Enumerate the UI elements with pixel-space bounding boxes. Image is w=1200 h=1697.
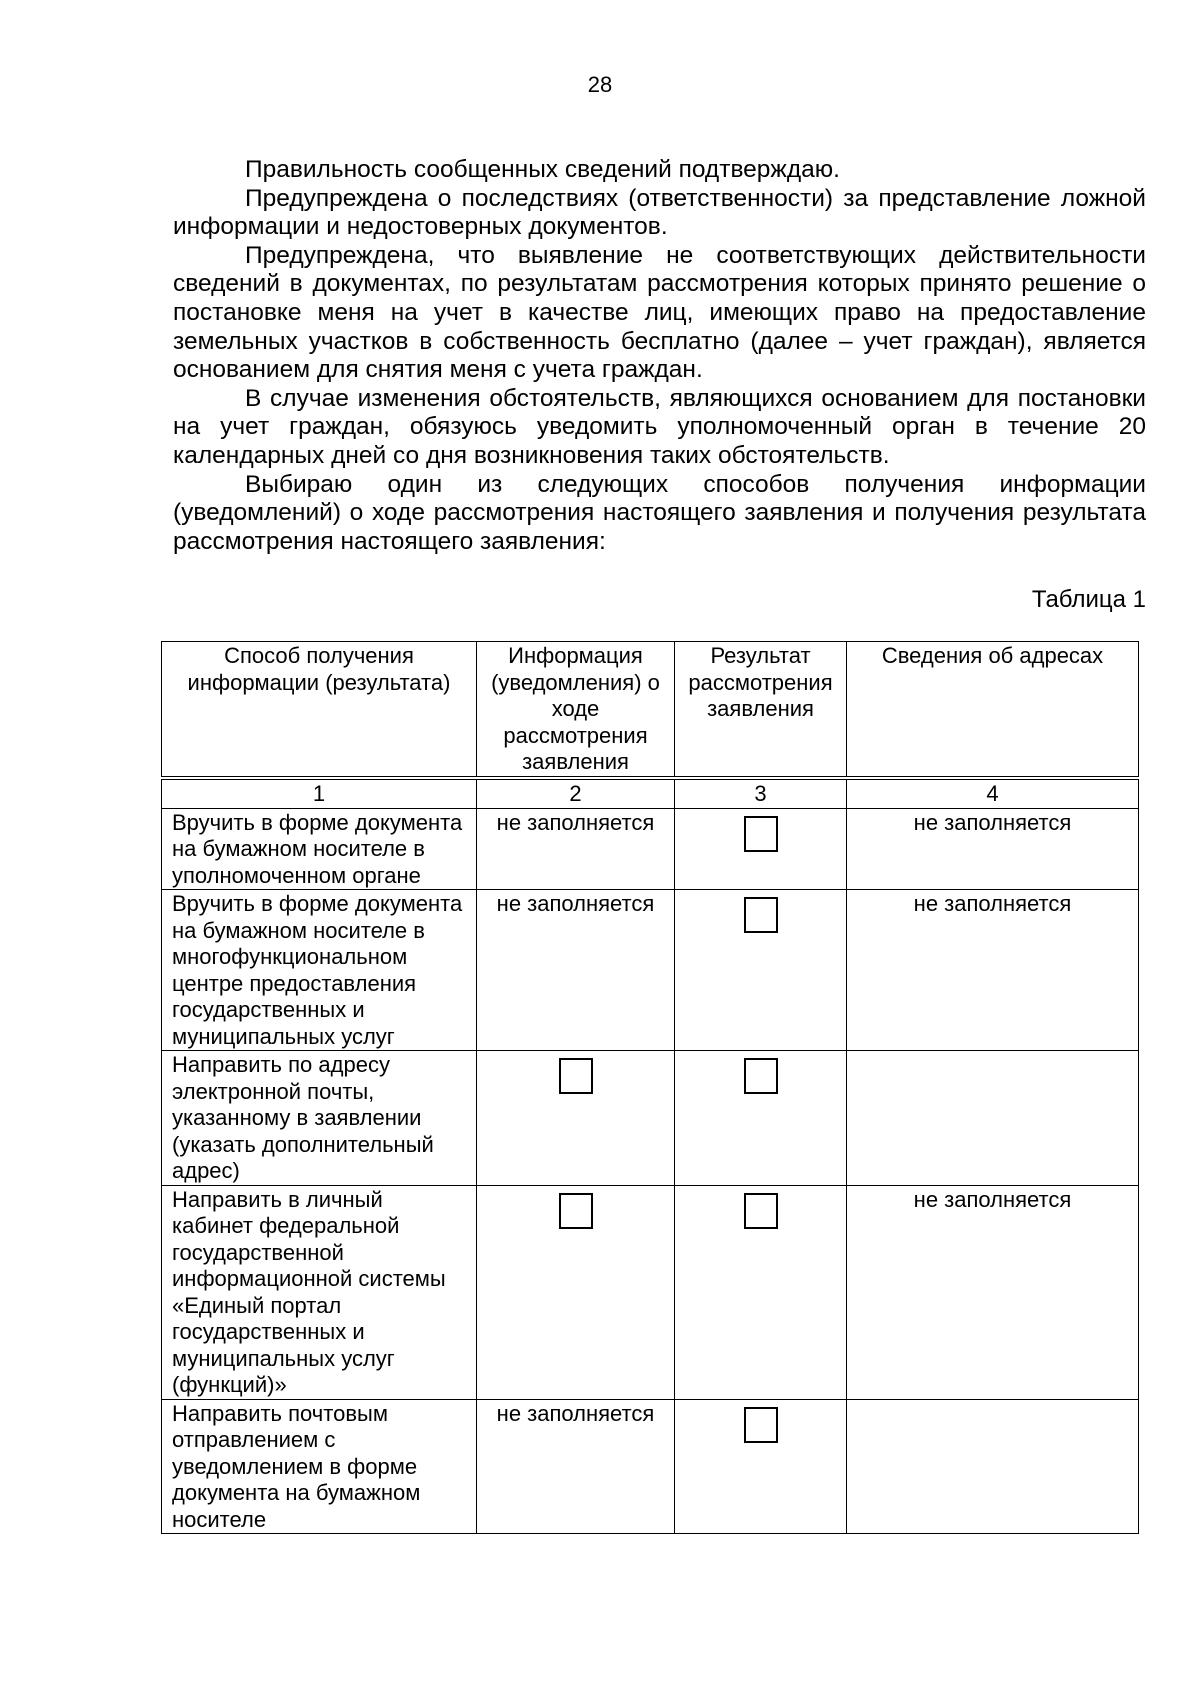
info-cell bbox=[477, 1051, 675, 1186]
column-number: 1 bbox=[162, 778, 477, 808]
header-result: Результат рассмотрения заявления bbox=[675, 642, 847, 779]
table-row bbox=[162, 890, 1139, 1051]
method-label: Вручить в форме документа на бумажном носителе в многофункциональном центре предоставления государственных и муниципальных услуг bbox=[162, 890, 477, 1051]
table-row bbox=[162, 1399, 1139, 1534]
method-label: Направить по адресу электронной почты, указанному в заявлении (указать дополнительный адрес) bbox=[162, 1051, 477, 1186]
delivery-method-table bbox=[161, 641, 1139, 1534]
paragraph-notify-obligation: В случае изменения обстоятельств, являющихся основанием для постановки на учет граждан, обязуюсь уведомить уполномоченный орган в течение 20 календарных дней со дня возникновения таких обстоятельств. bbox=[173, 384, 1146, 469]
result-cell bbox=[675, 1399, 847, 1534]
table-row bbox=[162, 1051, 1139, 1186]
paragraph-choose-method: Выбираю один из следующих способов получения информации (уведомлений) о ходе рассмотрения настоящего заявления и получения результата рассмотрения настоящего заявления: bbox=[173, 470, 1146, 555]
info-not-filled: не заполняется bbox=[477, 808, 675, 890]
addresses-not-filled: не заполняется bbox=[847, 1185, 1139, 1399]
result-checkbox[interactable] bbox=[744, 816, 778, 852]
paragraph-warning-liability: Предупреждена о последствиях (ответственности) за представление ложной информации и недостоверных документов. bbox=[173, 184, 1146, 241]
result-cell bbox=[675, 890, 847, 1051]
column-number: 4 bbox=[847, 778, 1139, 808]
method-label: Вручить в форме документа на бумажном носителе в уполномоченном органе bbox=[162, 808, 477, 890]
body-text bbox=[173, 156, 1146, 556]
addresses-not-filled: не заполняется bbox=[847, 808, 1139, 890]
result-checkbox[interactable] bbox=[744, 1058, 778, 1094]
result-checkbox[interactable] bbox=[744, 1407, 778, 1443]
addresses-empty-cell[interactable] bbox=[847, 1051, 1139, 1186]
addresses-empty-cell[interactable] bbox=[847, 1399, 1139, 1534]
paragraph-confirmation: Правильность сообщенных сведений подтверждаю. bbox=[245, 156, 840, 183]
table-header-row bbox=[162, 642, 1139, 779]
info-not-filled: не заполняется bbox=[477, 890, 675, 1051]
info-cell bbox=[477, 1185, 675, 1399]
header-method: Способ получения информации (результата) bbox=[162, 642, 477, 779]
info-checkbox[interactable] bbox=[559, 1058, 593, 1094]
column-number-row bbox=[162, 778, 1139, 808]
result-cell bbox=[675, 808, 847, 890]
addresses-not-filled: не заполняется bbox=[847, 890, 1139, 1051]
paragraph-warning-removal: Предупреждена, что выявление не соответствующих действительности сведений в документах, по результатам рассмотрения которых принято решение о постановке меня на учет в качестве лиц, имеющих право на предоставление земельных участков в собственность бесплатно (далее – учет граждан), является основанием для снятия меня с учета граждан. bbox=[173, 241, 1146, 384]
table-caption: Таблица 1 bbox=[1031, 586, 1146, 613]
info-checkbox[interactable] bbox=[559, 1193, 593, 1229]
method-label: Направить почтовым отправлением с уведомлением в форме документа на бумажном носителе bbox=[162, 1399, 477, 1534]
result-checkbox[interactable] bbox=[744, 1193, 778, 1229]
table-row bbox=[162, 808, 1139, 890]
header-info: Информация (уведомления) о ходе рассмотрения заявления bbox=[477, 642, 675, 779]
column-number: 3 bbox=[675, 778, 847, 808]
table-row bbox=[162, 1185, 1139, 1399]
info-not-filled: не заполняется bbox=[477, 1399, 675, 1534]
result-cell bbox=[675, 1185, 847, 1399]
result-cell bbox=[675, 1051, 847, 1186]
page-number: 28 bbox=[587, 72, 613, 97]
column-number: 2 bbox=[477, 778, 675, 808]
header-addresses: Сведения об адресах bbox=[847, 642, 1139, 779]
method-label: Направить в личный кабинет федеральной государственной информационной системы «Единый портал государственных и муниципальных услуг (функций)» bbox=[162, 1185, 477, 1399]
result-checkbox[interactable] bbox=[744, 897, 778, 933]
